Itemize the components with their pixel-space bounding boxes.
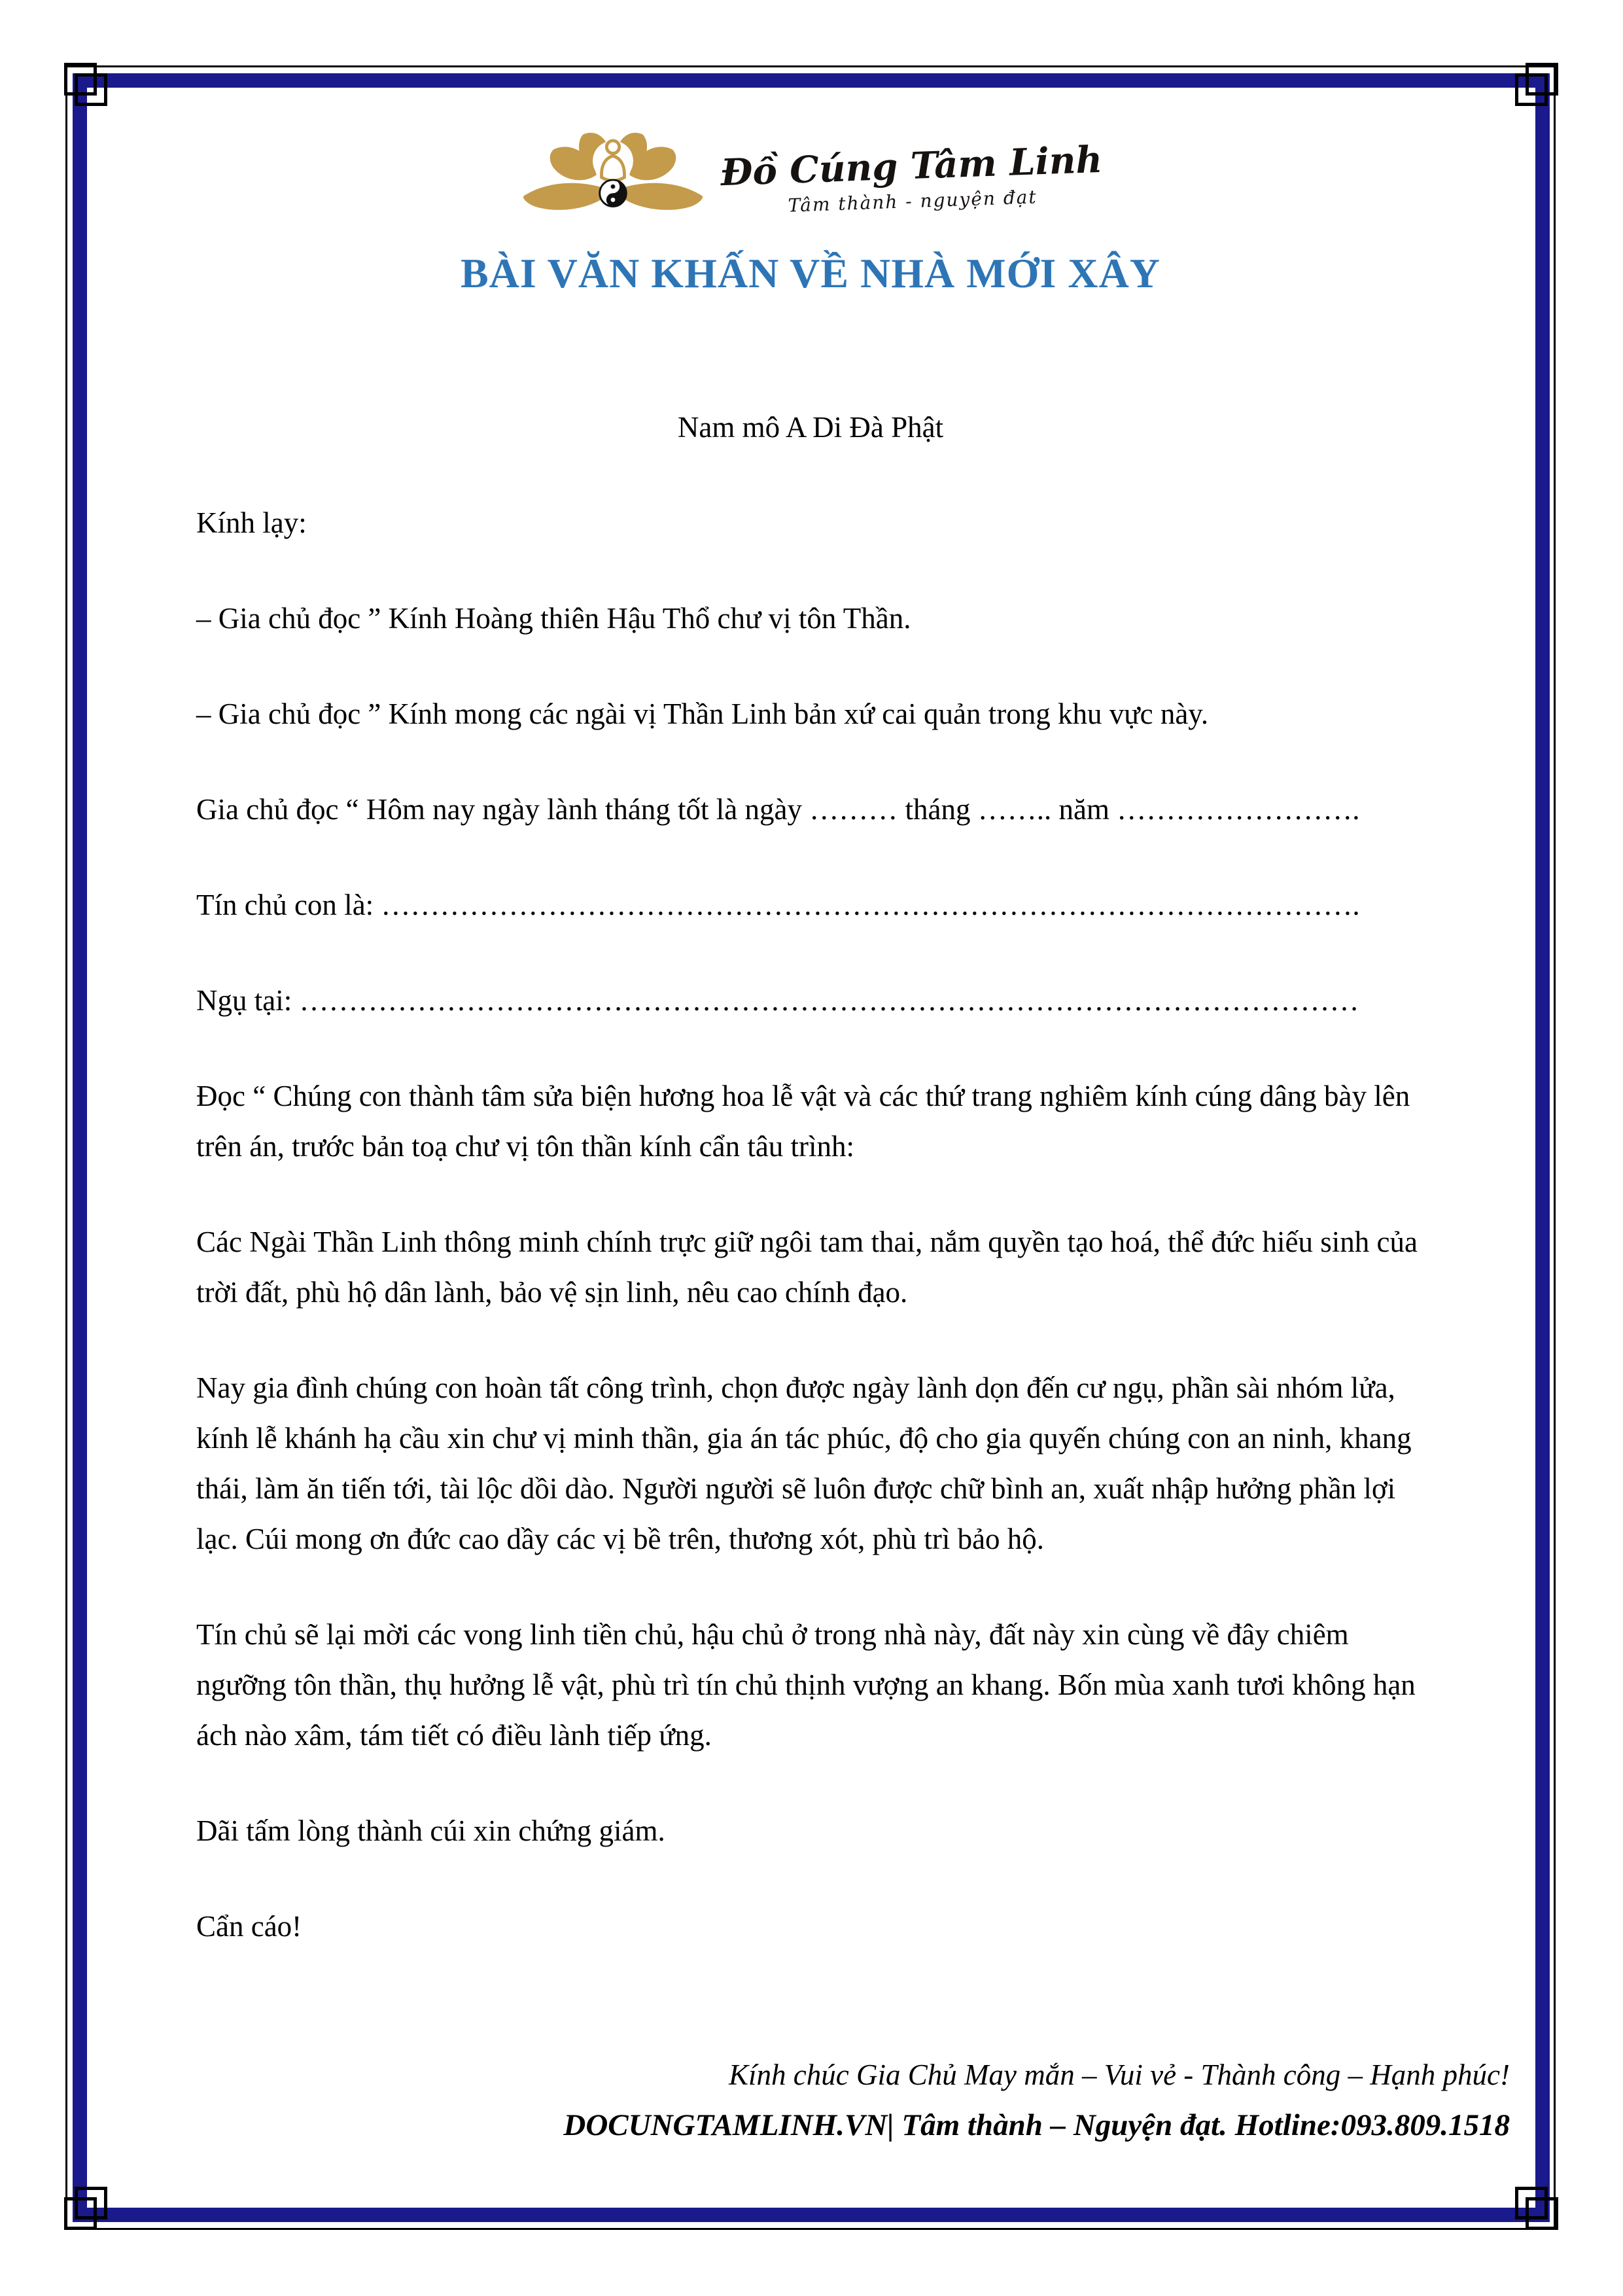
body-paragraph: Tín chủ sẽ lại mời các vong linh tiền chủ, hậu chủ ở trong nhà này, đất này xin cùng về đây chiêm ngưỡng tôn thần, thụ hưởng lễ vật, phù trì tín chủ thịnh vượng an khang. Bốn mùa xanh tươi không hạn ách nào xâm, tám tiết có điều lành tiếp ứng.	[196, 1618, 1416, 1752]
body-paragraph: Nay gia đình chúng con hoàn tất công trình, chọn được ngày lành dọn đến cư ngụ, phần sài nhóm lửa, kính lễ khánh hạ cầu xin chư vị minh thần, gia án tác phúc, độ cho gia quyến chúng con an ninh, khang thái, làm ăn tiến tới, tài lộc dồi dào. Người người sẽ luôn được chữ bình an, xuất nhập hưởng phần lợi lạc. Cúi mong ơn đức cao dầy các vị bề trên, thương xót, phù trì bảo hộ.	[196, 1371, 1412, 1555]
body-paragraph: Các Ngài Thần Linh thông minh chính trực giữ ngôi tam thai, nắm quyền tạo hoá, thể đức hiếu sinh của trời đất, phù hộ dân lành, bảo vệ sịn linh, nêu cao chính đạo.	[196, 1226, 1418, 1309]
footer-wish-line: Kính chúc Gia Chủ May mắn – Vui vẻ - Thành công – Hạnh phúc!	[729, 2058, 1510, 2091]
body-paragraph-date-blanks: Gia chủ đọc “ Hôm nay ngày lành tháng tốt là ngày ……… tháng …….. năm …………………….	[196, 793, 1360, 826]
body-paragraph-name-blank: Tín chủ con là: ……………………………………………………………………………………….	[196, 889, 1360, 921]
body-paragraph: – Gia chủ đọc ” Kính mong các ngài vị Thần Linh bản xứ cai quản trong khu vực này.	[196, 698, 1209, 730]
body-paragraph: Kính lạy:	[196, 506, 307, 539]
body-paragraph: Đọc “ Chúng con thành tâm sửa biện hương hoa lễ vật và các thứ trang nghiêm kính cúng dâng bày lên trên án, trước bản toạ chư vị tôn thần kính cẩn tâu trình:	[196, 1080, 1410, 1163]
brand-script-text: Đồ Cúng Tâm Linh	[720, 137, 1104, 195]
body-paragraph: – Gia chủ đọc ” Kính Hoàng thiên Hậu Thổ chư vị tôn Thần.	[196, 602, 911, 635]
brand-tagline: Tâm thành - nguyện đạt	[788, 186, 1038, 217]
body-paragraph: Dãi tấm lòng thành cúi xin chứng giám.	[196, 1814, 665, 1847]
page-title: BÀI VĂN KHẤN VỀ NHÀ MỚI XÂY	[460, 250, 1161, 296]
body-paragraph: Cẩn cáo!	[196, 1910, 302, 1943]
invocation-line: Nam mô A Di Đà Phật	[677, 411, 944, 444]
lotus-yinyang-icon	[518, 128, 708, 230]
body-paragraph-address-blank: Ngụ tại: ………………………………………………………………………………………………	[196, 984, 1359, 1017]
footer-brand-line: DOCUNGTAMLINH.VN| Tâm thành – Nguyện đạt. Hotline:093.809.1518	[563, 2108, 1510, 2142]
document-footer	[196, 2050, 1510, 2151]
brand-text	[720, 138, 1104, 219]
brand-logo	[196, 124, 1510, 232]
